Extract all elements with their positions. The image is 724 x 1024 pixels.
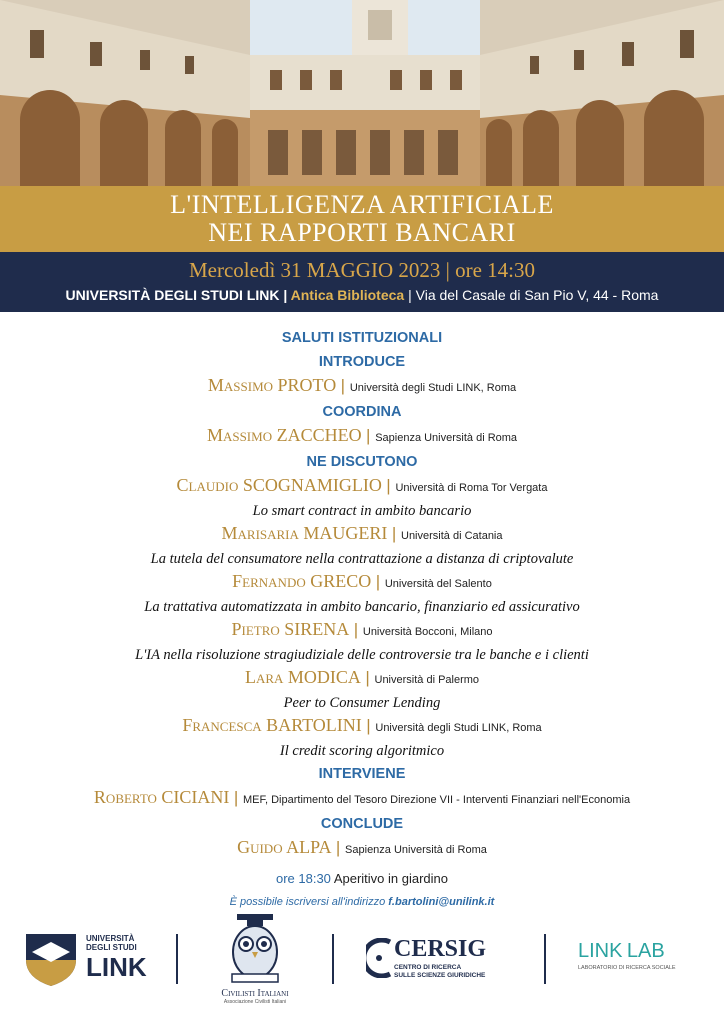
civilisti-name: Civilisti Italiani [221, 988, 289, 999]
cersig-emblem-icon [366, 938, 392, 978]
section-saluti: SALUTI ISTITUZIONALI [281, 330, 443, 346]
speaker-name: Lara MODICA [244, 667, 361, 687]
linklab-sub: LABORATORIO DI RICERCA SOCIALE [578, 965, 676, 971]
section-ne-discutono: NE DISCUTONO [306, 454, 418, 470]
speaker-topic: Lo smart contract in ambito bancario [252, 503, 472, 519]
courtyard-illustration [0, 0, 724, 188]
link-line1: UNIVERSITÀ [86, 934, 135, 943]
cersig-sub1: CENTRO DI RICERCA [394, 964, 462, 971]
logo-divider [176, 934, 178, 984]
event-venue: UNIVERSITÀ DEGLI STUDI LINK | Antica Biblioteca | Via del Casale di San Pio V, 44 - Roma [65, 287, 659, 303]
event-title-line1: L'INTELLIGENZA ARTIFICIALE [170, 190, 554, 219]
speaker-line: Guido ALPA | Sapienza Università di Roma [237, 837, 487, 857]
speaker-topic: La trattativa automatizzata in ambito bancario, finanziario ed assicurativo [144, 599, 580, 615]
speaker-name: Fernando GRECO [232, 571, 372, 591]
aperitivo-line [0, 868, 724, 890]
registration-note [0, 896, 724, 908]
program [0, 326, 724, 908]
speaker-affiliation: Università degli Studi LINK, Roma [349, 382, 517, 394]
speaker-line: Fernando GRECO | Università del Salento [232, 571, 492, 591]
speaker-line: Marisaria MAUGERI | Università di Catania [221, 523, 503, 543]
civilisti-sub: Associazione Civilisti Italiani [223, 999, 287, 1005]
date-band [0, 252, 724, 312]
speaker-topic: Il credit scoring algoritmico [279, 743, 445, 759]
courtyard-photo [0, 0, 724, 188]
speaker-name: Massimo PROTO [207, 375, 337, 395]
aperitivo-text: Aperitivo in giardino [333, 871, 449, 886]
cersig-logo [366, 936, 526, 986]
aperitivo-time: ore 18:30 [275, 871, 331, 886]
link-line2: DEGLI STUDI [86, 943, 137, 952]
speaker-name: Pietro SIRENA [231, 619, 350, 639]
speaker-line: Massimo PROTO | Università degli Studi LINK, Roma [207, 375, 517, 395]
speaker-affiliation: MEF, Dipartimento del Tesoro Direzione VII - Interventi Finanziari nell'Economia [243, 794, 631, 806]
speaker-name: Claudio SCOGNAMIGLIO [176, 475, 382, 495]
linklab-logo [578, 940, 708, 984]
speaker-affiliation: Università di Roma Tor Vergata [395, 482, 548, 494]
speaker-affiliation: Sapienza Università di Roma [345, 844, 487, 856]
partner-logos [0, 910, 724, 1020]
speaker-affiliation: Università Bocconi, Milano [362, 626, 493, 638]
speaker-line: Francesca BARTOLINI | Università degli Studi LINK, Roma [182, 715, 542, 735]
speaker-topic: Peer to Consumer Lending [283, 695, 441, 711]
section-interviene: INTERVIENE [318, 766, 406, 782]
cersig-sub2: SULLE SCIENZE GIURIDICHE [394, 972, 486, 979]
speaker-affiliation: Università di Catania [401, 530, 503, 542]
speaker-name: Massimo ZACCHEO [206, 425, 362, 445]
link-shield-icon [22, 930, 80, 988]
speaker-line: Massimo ZACCHEO | Sapienza Università di Roma [206, 425, 518, 445]
section-coordina: COORDINA [322, 404, 402, 420]
linklab-word2: LAB [626, 940, 665, 962]
title-band [0, 186, 724, 252]
speaker-topic: La tutela del consumatore nella contrattazione a distanza di criptovalute [150, 551, 574, 567]
speaker-line: Roberto CICIANI | MEF, Dipartimento del Tesoro Direzione VII - Interventi Finanziari nell'Economia [93, 787, 631, 807]
speaker-name: Roberto CICIANI [93, 787, 230, 807]
section-conclude: CONCLUDE [320, 816, 404, 832]
registration-text: È possibile iscriversi all'indirizzo [229, 896, 386, 908]
logo-divider [544, 934, 546, 984]
speaker-line: Pietro SIRENA | Università Bocconi, Milano [231, 619, 493, 639]
speaker-affiliation: Università di Palermo [374, 674, 480, 686]
speaker-topic: L'IA nella risoluzione stragiudiziale delle controversie tra le banche e i clienti [135, 647, 589, 663]
civilisti-italiani-logo [200, 912, 310, 1016]
venue-place: Antica Biblioteca [290, 287, 405, 303]
speaker-name: Marisaria MAUGERI [221, 523, 388, 543]
section-introduce: INTRODUCE [318, 354, 406, 370]
event-title-line2: NEI RAPPORTI BANCARI [208, 218, 516, 247]
speaker-line: Claudio SCOGNAMIGLIO | Università di Roma Tor Vergata [176, 475, 548, 495]
cersig-name: CERSIG [394, 936, 487, 962]
speaker-line: Lara MODICA | Università di Palermo [244, 667, 480, 687]
link-university-logo [22, 930, 152, 990]
speaker-affiliation: Università del Salento [384, 578, 492, 590]
venue-university: UNIVERSITÀ DEGLI STUDI LINK [65, 287, 280, 303]
owl-icon [220, 912, 290, 988]
linklab-word1: LINK [578, 940, 623, 962]
venue-address: Via del Casale di San Pio V, 44 - Roma [415, 287, 659, 303]
speaker-affiliation: Università degli Studi LINK, Roma [375, 722, 542, 734]
link-word: LINK [86, 952, 147, 982]
logo-divider [332, 934, 334, 984]
registration-email[interactable]: f.bartolini@unilink.it [388, 896, 495, 908]
speaker-name: Francesca BARTOLINI [182, 715, 362, 735]
event-date: Mercoledì 31 MAGGIO 2023 | ore 14:30 [189, 258, 535, 282]
speaker-affiliation: Sapienza Università di Roma [375, 432, 518, 444]
speaker-name: Guido ALPA [237, 837, 332, 857]
